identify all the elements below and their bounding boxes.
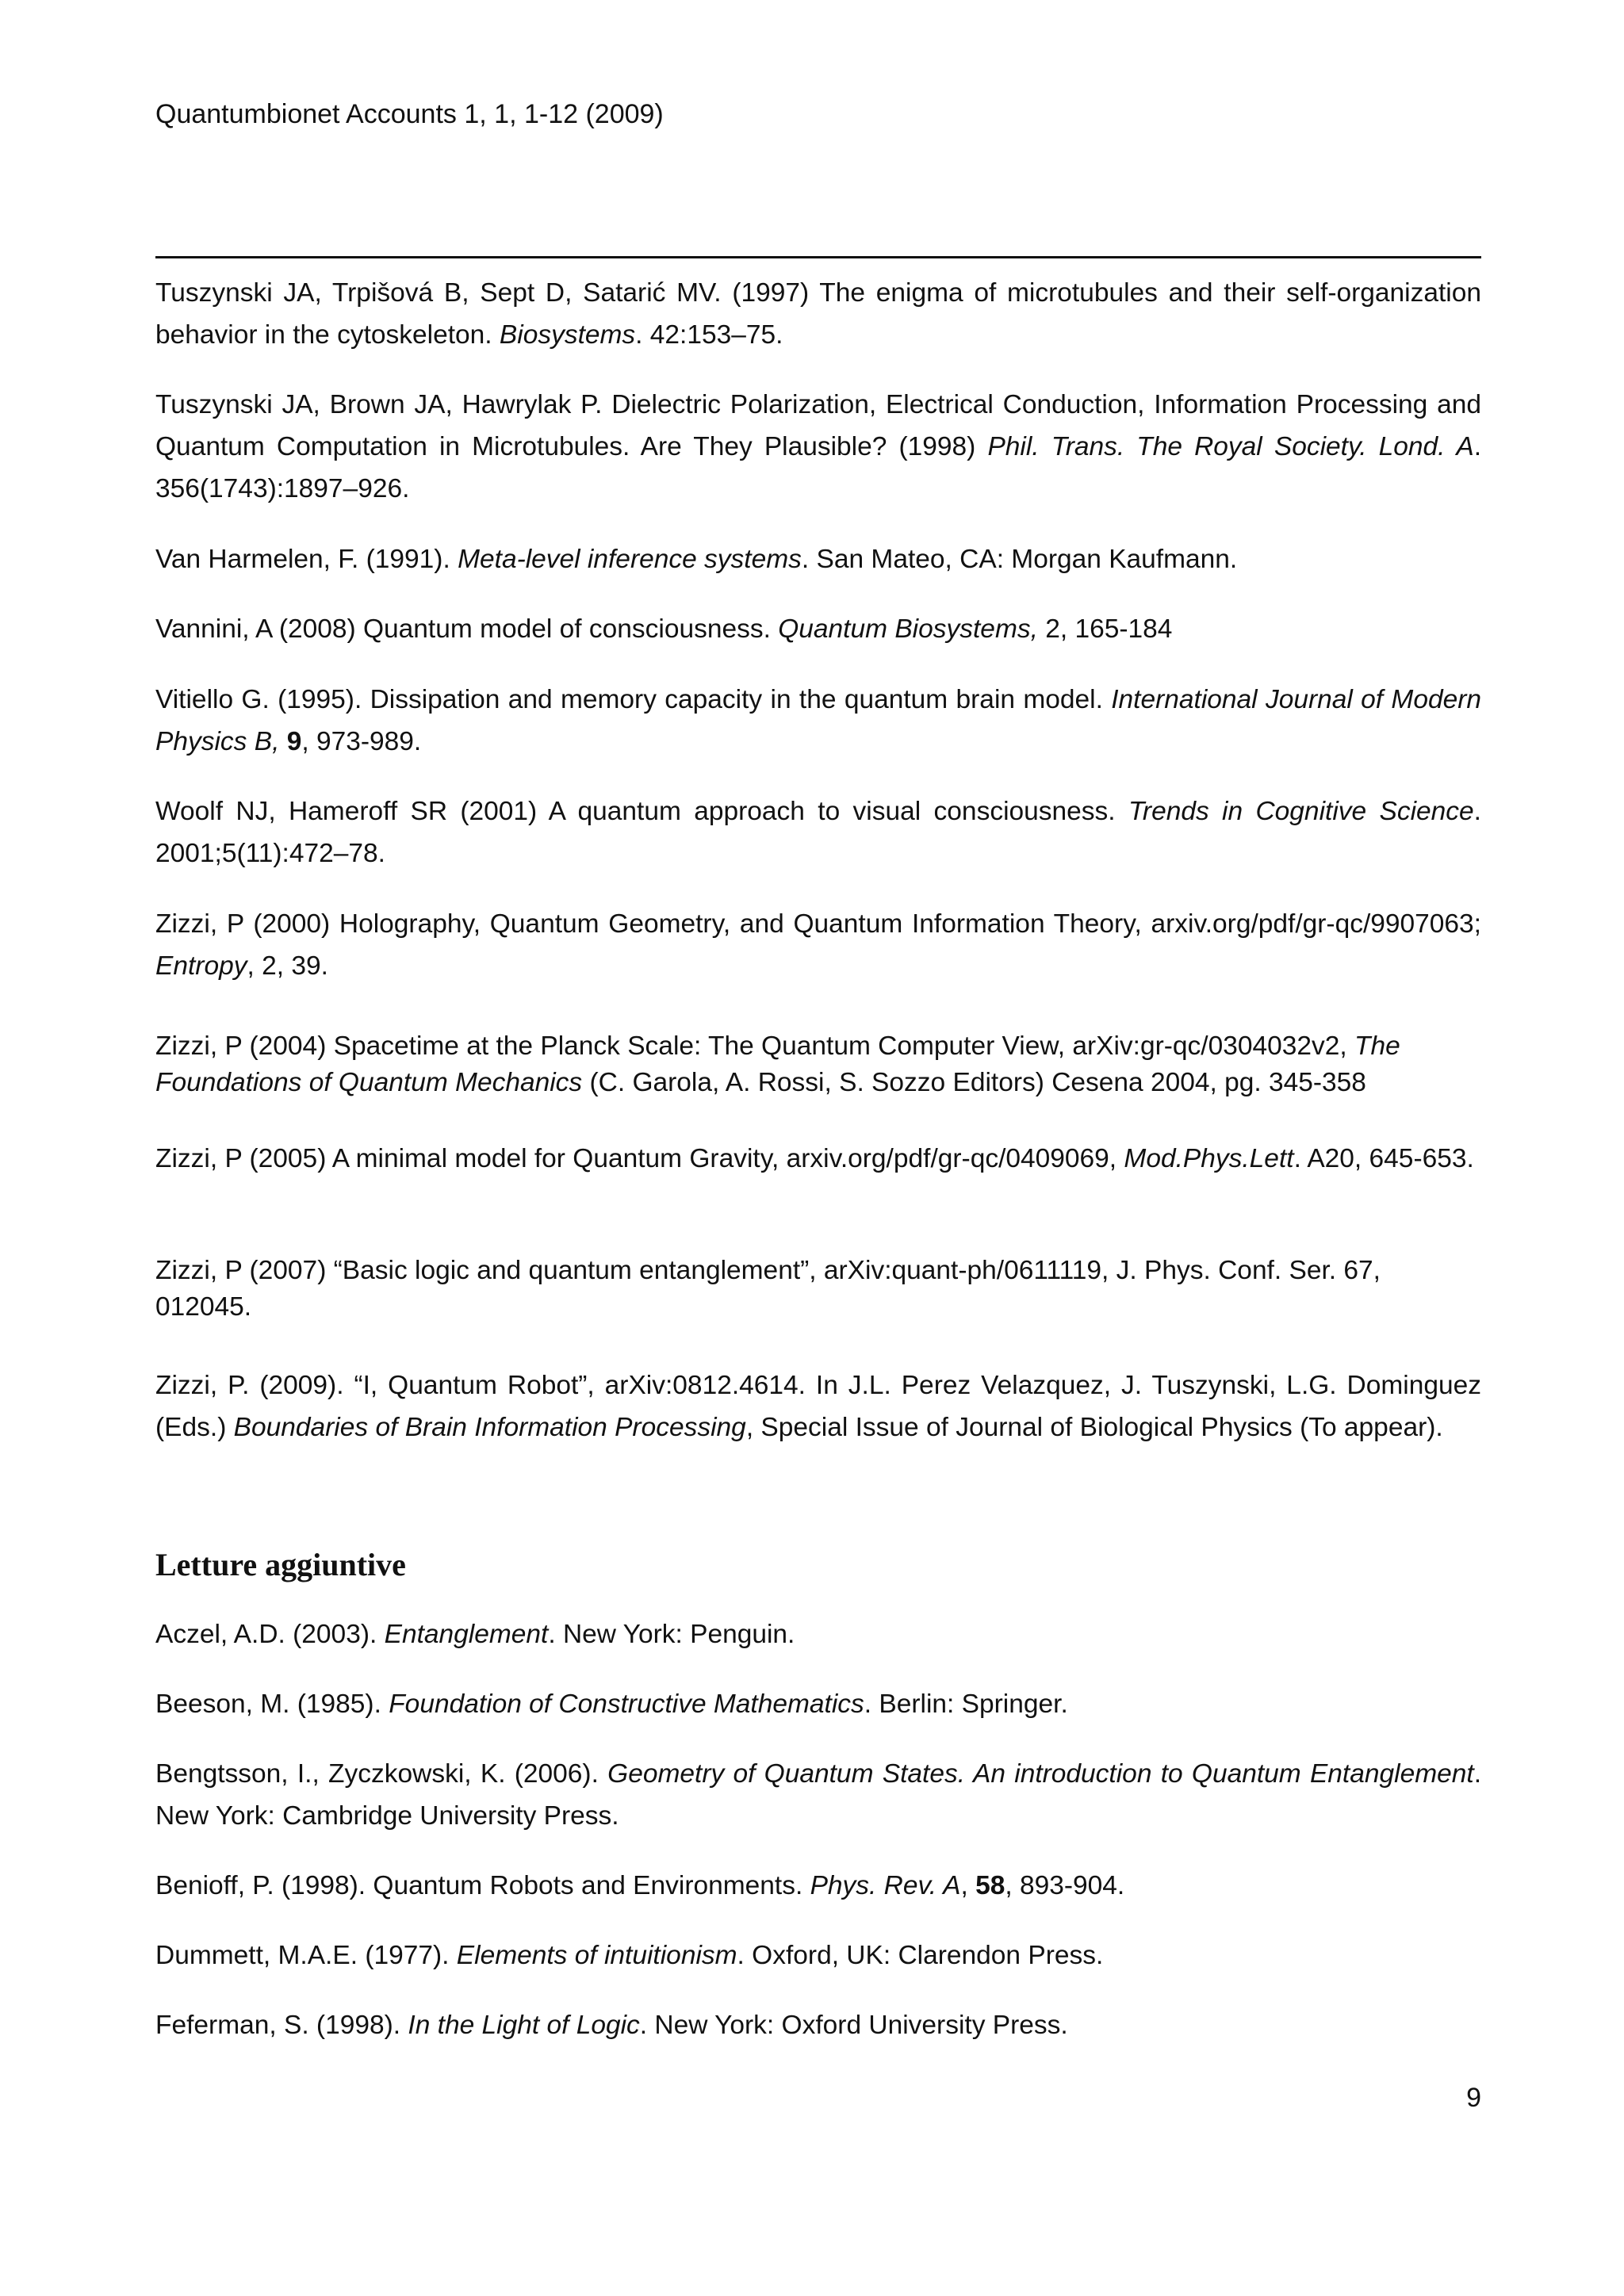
volume-number: 9: [286, 727, 302, 756]
reference-text: Vitiello G. (1995). Dissipation and memory capacity in the quantum brain model. International Journal of Modern Physics B, 9, 973-989.: [155, 685, 1482, 756]
reference-benioff-1998: [155, 1865, 1481, 1907]
running-head: Quantumbionet Accounts 1, 1, 1-12 (2009): [155, 99, 664, 129]
reference-woolf-2001: [155, 790, 1481, 874]
book-title: Entanglement: [384, 1620, 549, 1649]
book-title: Geometry of Quantum States. An introduction to Quantum Entanglement: [607, 1759, 1474, 1789]
reference-zizzi-2009: [155, 1364, 1481, 1448]
reference-feferman-1998: [155, 2004, 1481, 2046]
journal-title: Phys. Rev. A: [810, 1871, 961, 1900]
reference-zizzi-2000: [155, 903, 1481, 987]
reference-bengtsson-2006: [155, 1753, 1481, 1837]
reference-text: Vannini, A (2008) Quantum model of consciousness. Quantum Biosystems, 2, 165-184: [155, 614, 1173, 644]
reference-aczel-2003: [155, 1613, 1481, 1655]
reference-text: Zizzi, P (2004) Spacetime at the Planck Scale: The Quantum Computer View, arXiv:gr-qc/0304032v2, The Foundations of Quantum Mechanics (C. Garola, A. Rossi, S. Sozzo Editors) Cesena 2004, pg. 345-358: [155, 1031, 1400, 1097]
reference-zizzi-2007: [155, 1253, 1481, 1326]
reference-vannini-2008: [155, 608, 1481, 650]
header-rule: [155, 256, 1481, 258]
reference-text: Aczel, A.D. (2003). Entanglement. New York: Penguin.: [155, 1620, 795, 1649]
reference-text: Woolf NJ, Hameroff SR (2001) A quantum approach to visual consciousness. Trends in Cognitive Science. 2001;5(11):472–78.: [155, 797, 1481, 868]
book-title: The Foundations of Quantum Mechanics: [155, 1031, 1400, 1097]
book-title: In the Light of Logic: [408, 2011, 640, 2040]
reference-dummett-1977: [155, 1934, 1481, 1976]
section-heading: Letture aggiuntive: [155, 1547, 406, 1582]
reference-text: Tuszynski JA, Trpišová B, Sept D, Satarić MV. (1997) The enigma of microtubules and their self-organization behavior in the cytoskeleton. Biosystems. 42:153–75.: [155, 278, 1481, 350]
book-title: Foundation of Constructive Mathematics: [389, 1689, 864, 1719]
reference-text: Bengtsson, I., Zyczkowski, K. (2006). Geometry of Quantum States. An introduction to Quantum Entanglement. New York: Cambridge University Press.: [155, 1759, 1481, 1831]
journal-title: Mod.Phys.Lett: [1124, 1144, 1294, 1173]
journal-title: International Journal of Modern Physics B,: [155, 685, 1482, 756]
reference-beeson-1985: [155, 1683, 1481, 1725]
reference-zizzi-2005: [155, 1141, 1481, 1177]
reference-text: Benioff, P. (1998). Quantum Robots and Environments. Phys. Rev. A, 58, 893-904.: [155, 1871, 1125, 1900]
page-number: 9: [1466, 2083, 1481, 2113]
journal-title: Entropy: [155, 951, 247, 981]
book-title: Boundaries of Brain Information Processing: [233, 1413, 746, 1442]
reference-vitiello-1995: [155, 679, 1481, 763]
book-title: Meta-level inference systems: [458, 545, 802, 574]
reference-text: Zizzi, P (2007) “Basic logic and quantum entanglement”, arXiv:quant-ph/0611119, J. Phys. Conf. Ser. 67, 012045.: [155, 1256, 1381, 1322]
reference-tuszynski-1998: [155, 384, 1481, 510]
reference-text: Dummett, M.A.E. (1977). Elements of intuitionism. Oxford, UK: Clarendon Press.: [155, 1941, 1104, 1970]
reference-text: Zizzi, P (2000) Holography, Quantum Geometry, and Quantum Information Theory, arxiv.org/pdf/gr-qc/9907063; Entropy, 2, 39.: [155, 909, 1481, 981]
reference-zizzi-2004: [155, 1028, 1481, 1101]
volume-number: 58: [975, 1871, 1005, 1900]
reference-text: Beeson, M. (1985). Foundation of Constructive Mathematics. Berlin: Springer.: [155, 1689, 1068, 1719]
reference-vanharmelen-1991: [155, 538, 1481, 580]
reference-text: Zizzi, P (2005) A minimal model for Quantum Gravity, arxiv.org/pdf/gr-qc/0409069, Mod.Phys.Lett. A20, 645-653.: [155, 1144, 1474, 1173]
journal-title: Trends in Cognitive Science: [1128, 797, 1474, 826]
journal-title: Quantum Biosystems,: [778, 614, 1038, 644]
reference-text: Feferman, S. (1998). In the Light of Logic. New York: Oxford University Press.: [155, 2011, 1068, 2040]
reference-text: Zizzi, P. (2009). “I, Quantum Robot”, arXiv:0812.4614. In J.L. Perez Velazquez, J. Tuszynski, L.G. Dominguez (Eds.) Boundaries of Brain Information Processing, Special Issue of Journal of Biological Physics (To appear).: [155, 1371, 1481, 1442]
journal-title: Biosystems: [499, 320, 636, 350]
journal-title: Phil. Trans. The Royal Society. Lond. A: [987, 432, 1474, 461]
reference-text: Tuszynski JA, Brown JA, Hawrylak P. Dielectric Polarization, Electrical Conduction, Information Processing and Quantum Computation in Microtubules. Are They Plausible? (1998) Phil. Trans. The Royal Society. Lond. A. 356(1743):1897–926.: [155, 390, 1481, 503]
reference-tuszynski-1997: [155, 272, 1481, 356]
book-title: Elements of intuitionism: [456, 1941, 737, 1970]
reference-text: Van Harmelen, F. (1991). Meta-level inference systems. San Mateo, CA: Morgan Kaufmann.: [155, 545, 1238, 574]
